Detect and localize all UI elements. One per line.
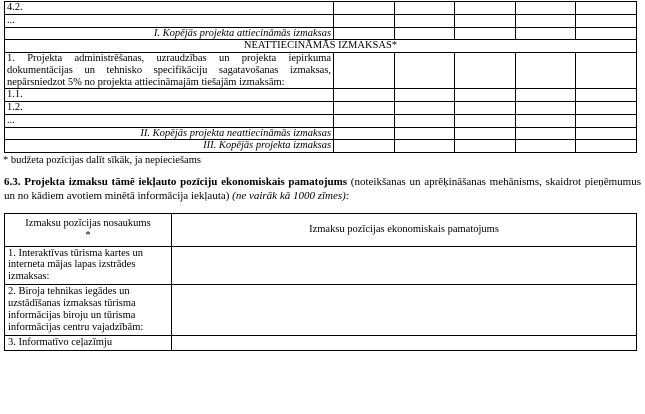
row-value-4[interactable] xyxy=(515,127,576,140)
row-value-3[interactable] xyxy=(455,27,516,40)
cost-item-justification[interactable] xyxy=(172,285,637,336)
row-value-3[interactable] xyxy=(455,53,516,89)
row-value-4[interactable] xyxy=(515,27,576,40)
row-value-5[interactable] xyxy=(576,140,637,153)
row-value-4[interactable] xyxy=(515,53,576,89)
table-row-total-eligible xyxy=(5,27,637,40)
row-value-1[interactable] xyxy=(334,53,395,89)
table-row-total-project xyxy=(5,140,637,153)
section-title: Projekta izmaksu tāmē iekļauto pozīciju ekonomiskais pamatojums xyxy=(24,176,348,189)
row-value-2[interactable] xyxy=(394,102,455,115)
row-label: 4.2. xyxy=(5,2,334,15)
row-value-2[interactable] xyxy=(394,140,455,153)
row-value-5[interactable] xyxy=(576,27,637,40)
row-value-4[interactable] xyxy=(515,14,576,27)
table-row xyxy=(5,14,637,27)
cost-item-justification[interactable] xyxy=(172,246,637,285)
table-row xyxy=(5,89,637,102)
document-page xyxy=(0,1,645,414)
column-header-star: * xyxy=(85,229,91,241)
row-value-3[interactable] xyxy=(455,127,516,140)
row-label: 1. Projekta administrēšanas, uzraudzības un projekta iepirkuma dokumentācijas un tehnisko specifikāciju sagatavošanas izmaksas, nepārsniedzot 5% no projekta attiecināmajām tiešajām izmaksām: xyxy=(5,53,334,89)
row-label: 1.2. xyxy=(5,102,334,115)
column-header-justification: Izmaksu pozīcijas ekonomiskais pamatojums xyxy=(172,213,637,246)
row-value-3[interactable] xyxy=(455,89,516,102)
row-value-2[interactable] xyxy=(394,89,455,102)
row-value-1[interactable] xyxy=(334,27,395,40)
column-header-name xyxy=(5,213,172,246)
cost-item-justification[interactable] xyxy=(172,336,637,351)
row-label: 1.1. xyxy=(5,89,334,102)
row-value-4[interactable] xyxy=(515,114,576,127)
table-row xyxy=(5,285,637,336)
row-value-4[interactable] xyxy=(515,140,576,153)
table-row xyxy=(5,102,637,115)
row-value-4[interactable] xyxy=(515,2,576,15)
section-parenthetical: (noteikšanas un aprēķināšanas mehānisms, skaidrot pieņēmumus un no kādiem avotiem minētā informācija iekļauta) xyxy=(4,176,642,202)
justification-table xyxy=(4,213,637,352)
row-value-5[interactable] xyxy=(576,14,637,27)
table-row xyxy=(5,336,637,351)
table-row xyxy=(5,114,637,127)
section-limit-note: (ne vairāk kā 1000 zīmes): xyxy=(232,189,350,202)
column-header-name-label: Izmaksu pozīcijas nosaukums xyxy=(25,217,151,229)
row-value-5[interactable] xyxy=(576,89,637,102)
table-row-admin-costs xyxy=(5,53,637,89)
table-section-header-ineligible xyxy=(5,40,637,53)
row-label: ... xyxy=(5,14,334,27)
row-value-3[interactable] xyxy=(455,140,516,153)
row-value-2[interactable] xyxy=(394,27,455,40)
row-value-5[interactable] xyxy=(576,127,637,140)
row-value-5[interactable] xyxy=(576,114,637,127)
row-label: I. Kopējās projekta attiecināmās izmaksas xyxy=(5,27,334,40)
cost-estimate-table xyxy=(4,1,637,153)
cost-estimate-table-body xyxy=(5,2,637,153)
row-label: ... xyxy=(5,114,334,127)
row-value-3[interactable] xyxy=(455,102,516,115)
row-value-2[interactable] xyxy=(394,114,455,127)
row-value-2[interactable] xyxy=(394,2,455,15)
table-header-row xyxy=(5,213,637,246)
cost-item-name: 1. Interaktīvas tūrisma kartes un interneta mājas lapas izstrādes izmaksas: xyxy=(5,246,172,285)
cost-item-name: 3. Informatīvo ceļazīmju xyxy=(5,336,172,351)
row-value-3[interactable] xyxy=(455,114,516,127)
section-number: 6.3. xyxy=(4,176,21,189)
row-value-1[interactable] xyxy=(334,14,395,27)
row-value-1[interactable] xyxy=(334,127,395,140)
row-value-3[interactable] xyxy=(455,14,516,27)
row-value-4[interactable] xyxy=(515,102,576,115)
table-row-total-ineligible xyxy=(5,127,637,140)
row-value-3[interactable] xyxy=(455,2,516,15)
row-value-2[interactable] xyxy=(394,53,455,89)
cost-item-name: 2. Biroja tehnikas iegādes un uzstādīšanas izmaksas tūrisma informācijas biroju un tūrisma informācijas centru vajadzībām: xyxy=(5,285,172,336)
row-value-5[interactable] xyxy=(576,2,637,15)
table-row xyxy=(5,246,637,285)
row-value-1[interactable] xyxy=(334,2,395,15)
row-label: III. Kopējās projekta izmaksas xyxy=(5,140,334,153)
row-value-5[interactable] xyxy=(576,102,637,115)
table-footnote: * budžeta pozīcijas dalīt sīkāk, ja nepieciešams xyxy=(3,155,201,166)
row-value-1[interactable] xyxy=(334,89,395,102)
row-value-4[interactable] xyxy=(515,89,576,102)
row-value-1[interactable] xyxy=(334,140,395,153)
row-value-2[interactable] xyxy=(394,14,455,27)
row-value-5[interactable] xyxy=(576,53,637,89)
row-value-1[interactable] xyxy=(334,102,395,115)
row-value-1[interactable] xyxy=(334,114,395,127)
justification-table-body xyxy=(5,213,637,351)
table-row xyxy=(5,2,637,15)
section-heading xyxy=(4,176,641,204)
row-value-2[interactable] xyxy=(394,127,455,140)
row-label: II. Kopējās projekta neattiecināmās izmaksas xyxy=(5,127,334,140)
section-header-label: NEATTIECINĀMĀS IZMAKSAS* xyxy=(5,40,637,53)
